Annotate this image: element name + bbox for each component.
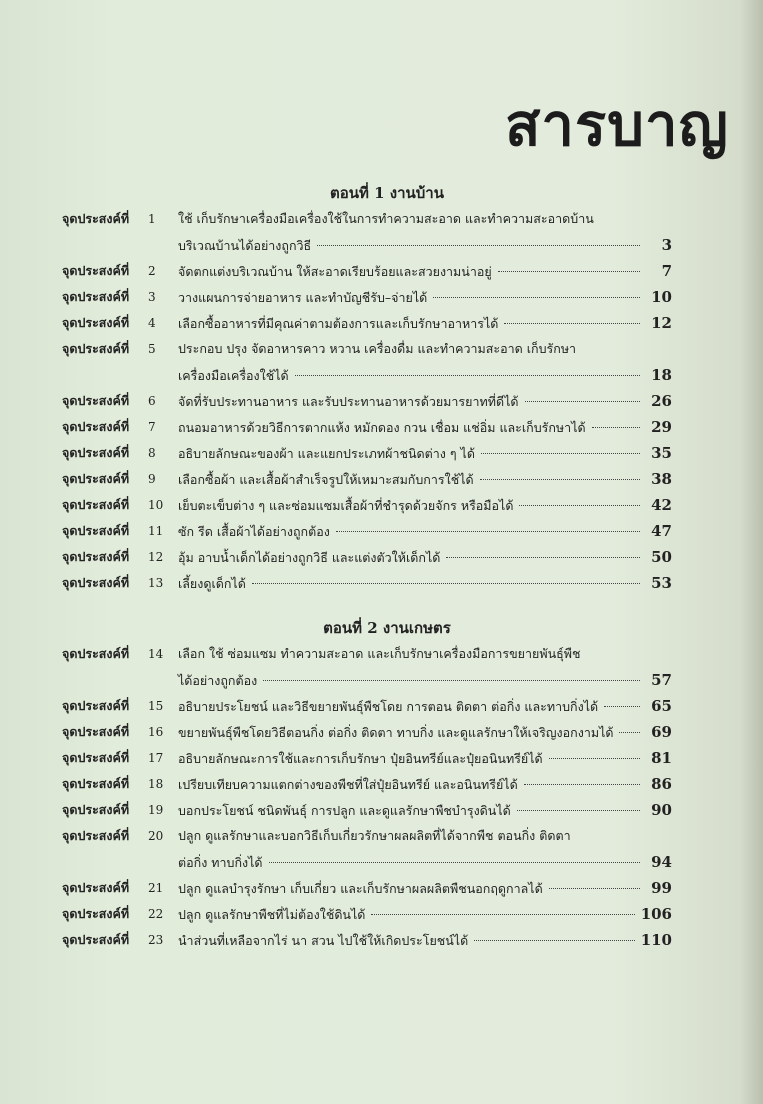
dot-leader	[480, 479, 640, 480]
page-number: 86	[651, 775, 672, 793]
section-heading: ตอนที่ 2 งานเกษตร	[323, 619, 451, 637]
objective-label: จุดประสงค์ที่	[62, 393, 130, 408]
page-number: 29	[651, 418, 672, 436]
page-number: 106	[640, 905, 672, 923]
page-number: 90	[651, 801, 672, 819]
entry-text: จัดตกแต่งบริเวณบ้าน ให้สะอาดเรียบร้อยและสวยงามน่าอยู่	[178, 264, 492, 279]
objective-label: จุดประสงค์ที่	[62, 802, 130, 817]
objective-label: จุดประสงค์ที่	[62, 445, 130, 460]
entry-text: เลือก ใช้ ซ่อมแซม ทำความสะอาด และเก็บรักษาเครื่องมือการขยายพันธุ์พืช	[178, 646, 581, 661]
dot-leader	[519, 505, 640, 506]
objective-number: 23	[148, 933, 164, 947]
entry-text: นำส่วนที่เหลือจากไร่ นา สวน ไปใช้ให้เกิดประโยชน์ได้	[178, 933, 469, 948]
objective-label: จุดประสงค์ที่	[62, 932, 130, 947]
objective-label: จุดประสงค์ที่	[62, 419, 130, 434]
entry-text: เลือกซื้ออาหารที่มีคุณค่าตามต้องการและเก็บรักษาอาหารได้	[178, 316, 499, 331]
page-number: 12	[651, 314, 672, 332]
toc-entry	[62, 771, 672, 797]
section-heading: ตอนที่ 1 งานบ้าน	[330, 184, 444, 202]
entry-text: บริเวณบ้านได้อย่างถูกวิธี	[178, 238, 312, 253]
toc-entry	[62, 492, 672, 518]
objective-number: 8	[148, 446, 156, 460]
entry-text: เครื่องมือเครื่องใช้ได้	[178, 368, 289, 383]
objective-label: จุดประสงค์ที่	[62, 776, 130, 791]
toc-entry	[62, 414, 672, 440]
dot-leader	[474, 940, 634, 941]
objective-number: 21	[148, 881, 164, 895]
page-number: 3	[661, 236, 672, 254]
toc-entry	[62, 693, 672, 719]
entry-text: เลี้ยงดูเด็กได้	[178, 576, 246, 591]
objective-number: 1	[148, 212, 156, 226]
toc-entry	[62, 310, 672, 336]
toc-entry	[62, 823, 672, 875]
page-number: 18	[651, 366, 672, 384]
page-number: 99	[651, 879, 672, 897]
objective-number: 22	[148, 907, 164, 921]
entry-text: อธิบายลักษณะของผ้า และแยกประเภทผ้าชนิดต่าง ๆ ได้	[178, 446, 475, 461]
page-number: 47	[651, 522, 672, 540]
page-number: 42	[651, 496, 672, 514]
toc-entry	[62, 570, 672, 596]
objective-label: จุดประสงค์ที่	[62, 289, 130, 304]
dot-leader	[549, 758, 640, 759]
toc-entry	[62, 544, 672, 570]
objective-label: จุดประสงค์ที่	[62, 575, 130, 590]
toc-entry	[62, 336, 672, 388]
objective-label: จุดประสงค์ที่	[62, 315, 130, 330]
dot-leader	[433, 297, 640, 298]
toc-entry	[62, 641, 672, 693]
objective-label: จุดประสงค์ที่	[62, 906, 130, 921]
toc-entry	[62, 258, 672, 284]
entry-text: ซัก รีด เสื้อผ้าได้อย่างถูกต้อง	[178, 524, 330, 539]
dot-leader	[619, 732, 640, 733]
dot-leader	[371, 914, 634, 915]
objective-label: จุดประสงค์ที่	[62, 263, 130, 278]
objective-number: 3	[148, 290, 156, 304]
objective-number: 14	[148, 647, 164, 661]
page-number: 38	[651, 470, 672, 488]
dot-leader	[295, 375, 640, 376]
objective-number: 16	[148, 725, 164, 739]
dot-leader	[263, 680, 640, 681]
objective-number: 9	[148, 472, 156, 486]
objective-label: จุดประสงค์ที่	[62, 523, 130, 538]
dot-leader	[525, 401, 641, 402]
dot-leader	[481, 453, 640, 454]
toc-entry	[62, 719, 672, 745]
page-number: 26	[651, 392, 672, 410]
page-number: 35	[651, 444, 672, 462]
dot-leader	[498, 271, 640, 272]
objective-label: จุดประสงค์ที่	[62, 880, 130, 895]
objective-number: 4	[148, 316, 156, 330]
dot-leader	[592, 427, 640, 428]
entry-text: ใช้ เก็บรักษาเครื่องมือเครื่องใช้ในการทำความสะอาด และทำความสะอาดบ้าน	[178, 211, 594, 226]
dot-leader	[252, 583, 640, 584]
entry-text: ได้อย่างถูกต้อง	[178, 673, 258, 688]
objective-label: จุดประสงค์ที่	[62, 646, 130, 661]
entry-text: ปลูก ดูแลรักษาและบอกวิธีเก็บเกี่ยวรักษาผลผลิตที่ได้จากพืช ตอนกิ่ง ติดตา	[178, 828, 571, 843]
objective-number: 6	[148, 394, 156, 408]
entry-text: อธิบายลักษณะการใช้และการเก็บรักษา ปุ๋ยอินทรีย์และปุ๋ยอนินทรีย์ได้	[178, 751, 543, 766]
entry-text: เลือกซื้อผ้า และเสื้อผ้าสำเร็จรูปให้เหมาะสมกับการใช้ได้	[178, 472, 474, 487]
page-number: 110	[640, 931, 672, 949]
entry-text: ปลูก ดูแลรักษาพืชที่ไม่ต้องใช้ดินได้	[178, 907, 366, 922]
objective-number: 13	[148, 576, 164, 590]
table-of-contents	[62, 180, 672, 953]
objective-label: จุดประสงค์ที่	[62, 341, 130, 356]
objective-label: จุดประสงค์ที่	[62, 750, 130, 765]
objective-number: 15	[148, 699, 164, 713]
entry-text: จัดที่รับประทานอาหาร และรับประทานอาหารด้วยมารยาทที่ดีได้	[178, 394, 519, 409]
entry-text: เปรียบเทียบความแตกต่างของพืชที่ใส่ปุ๋ยอินทรีย์ และอนินทรีย์ได้	[178, 777, 518, 792]
toc-entry	[62, 797, 672, 823]
toc-entry	[62, 745, 672, 771]
toc-entry	[62, 206, 672, 258]
objective-number: 17	[148, 751, 164, 765]
entry-text: อธิบายประโยชน์ และวิธีขยายพันธุ์พืชโดย การตอน ติดตา ต่อกิ่ง และทาบกิ่งได้	[178, 699, 599, 714]
entry-text: อุ้ม อาบน้ำเด็กได้อย่างถูกวิธี และแต่งตัวให้เด็กได้	[178, 550, 441, 565]
dot-leader	[604, 706, 640, 707]
entry-text: ถนอมอาหารด้วยวิธีการตากแห้ง หมักดอง กวน เชื่อม แช่อิ่ม และเก็บรักษาได้	[178, 420, 586, 435]
objective-number: 18	[148, 777, 164, 791]
dot-leader	[517, 810, 640, 811]
toc-entry	[62, 875, 672, 901]
dot-leader	[446, 557, 640, 558]
objective-number: 20	[148, 829, 164, 843]
entry-text: ต่อกิ่ง ทาบกิ่งได้	[178, 855, 263, 870]
objective-number: 5	[148, 342, 156, 356]
objective-label: จุดประสงค์ที่	[62, 211, 130, 226]
entry-text: วางแผนการจ่ายอาหาร และทำบัญชีรับ–จ่ายได้	[178, 290, 428, 305]
objective-number: 10	[148, 498, 164, 512]
objective-label: จุดประสงค์ที่	[62, 828, 130, 843]
dot-leader	[317, 245, 640, 246]
page-title: สารบาญ	[505, 91, 729, 159]
dot-leader	[504, 323, 640, 324]
entry-text: บอกประโยชน์ ชนิดพันธุ์ การปลูก และดูแลรักษาพืชบำรุงดินได้	[178, 803, 511, 818]
page-number: 81	[651, 749, 672, 767]
page-number: 10	[651, 288, 672, 306]
objective-number: 12	[148, 550, 164, 564]
entry-text: เย็บตะเข็บต่าง ๆ และซ่อมแซมเสื้อผ้าที่ชำรุดด้วยจักร หรือมือได้	[178, 498, 514, 513]
page-number: 69	[651, 723, 672, 741]
entry-text: ปลูก ดูแลบำรุงรักษา เก็บเกี่ยว และเก็บรักษาผลผลิตพืชนอกฤดูกาลได้	[178, 881, 543, 896]
toc-entry	[62, 388, 672, 414]
objective-number: 7	[148, 420, 156, 434]
objective-number: 19	[148, 803, 164, 817]
objective-label: จุดประสงค์ที่	[62, 698, 130, 713]
page-number: 57	[651, 671, 672, 689]
entry-text: ประกอบ ปรุง จัดอาหารคาว หวาน เครื่องดื่ม และทำความสะอาด เก็บรักษา	[178, 341, 577, 356]
objective-label: จุดประสงค์ที่	[62, 724, 130, 739]
page-number: 7	[661, 262, 672, 280]
objective-label: จุดประสงค์ที่	[62, 471, 130, 486]
objective-number: 11	[148, 524, 164, 538]
objective-number: 2	[148, 264, 156, 278]
objective-label: จุดประสงค์ที่	[62, 497, 130, 512]
dot-leader	[549, 888, 640, 889]
toc-entry	[62, 518, 672, 544]
page-number: 50	[651, 548, 672, 566]
page-number: 53	[651, 574, 672, 592]
dot-leader	[336, 531, 640, 532]
dot-leader	[524, 784, 640, 785]
toc-entry	[62, 440, 672, 466]
page-number: 65	[651, 697, 672, 715]
dot-leader	[269, 862, 640, 863]
toc-entry	[62, 901, 672, 927]
toc-entry	[62, 466, 672, 492]
page-number: 94	[651, 853, 672, 871]
entry-text: ขยายพันธุ์พืชโดยวิธีตอนกิ่ง ต่อกิ่ง ติดตา ทาบกิ่ง และดูแลรักษาให้เจริญงอกงามได้	[178, 725, 614, 740]
toc-entry	[62, 927, 672, 953]
toc-entry	[62, 284, 672, 310]
objective-label: จุดประสงค์ที่	[62, 549, 130, 564]
